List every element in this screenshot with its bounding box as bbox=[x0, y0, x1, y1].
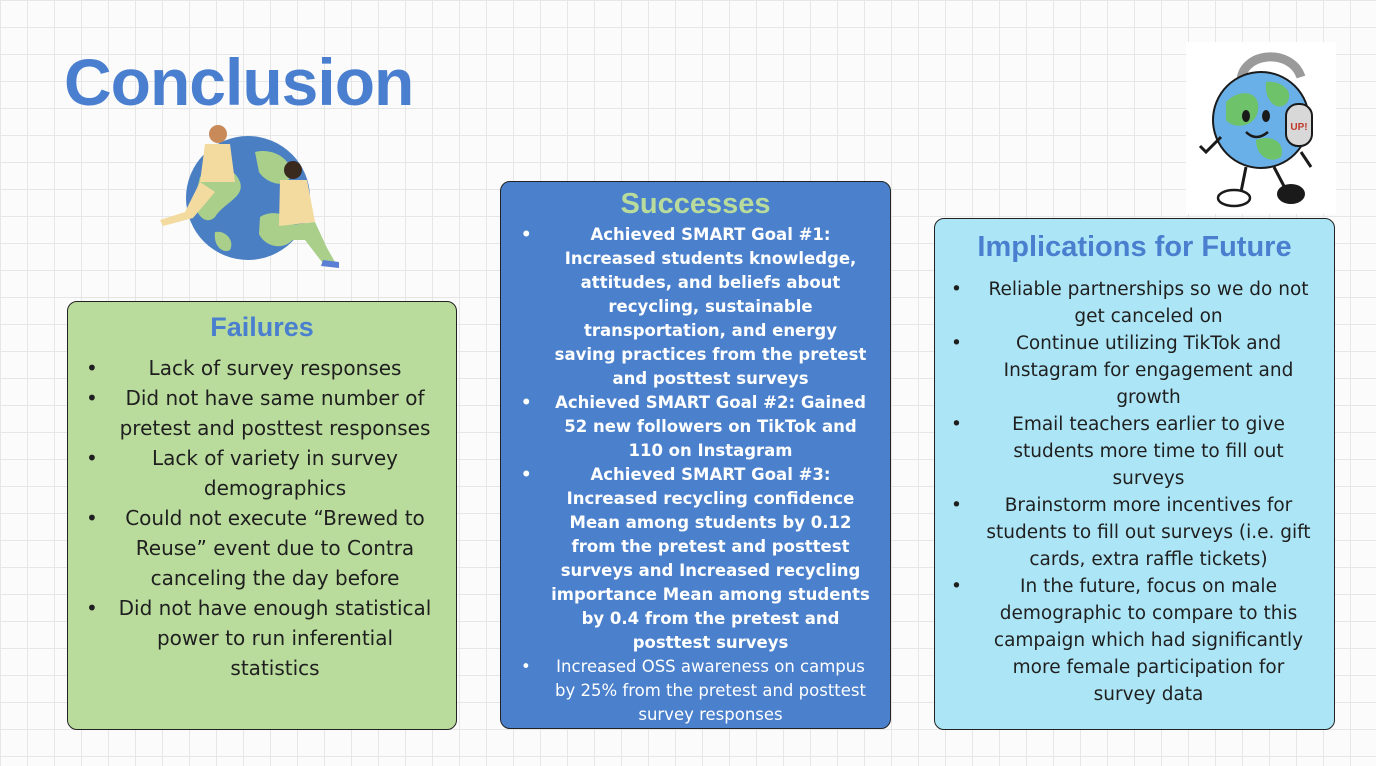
failures-heading: Failures bbox=[210, 312, 314, 342]
list-item: • Achieved SMART Goal #2: Gained 52 new followers on TikTok and 110 on Instagram bbox=[521, 391, 870, 463]
successes-heading: Successes bbox=[620, 188, 771, 220]
list-item: • Achieved SMART Goal #3: Increased recycling confidence Mean among students by 0.12 from the pretest and posttest surveys and Increased recycling importance Mean among students by 0.4 from the pretest and posttest surveys bbox=[521, 463, 870, 655]
list-item: • Brainstorm more incentives for students to fill out surveys (i.e. gift cards, extra raffle tickets) bbox=[951, 492, 1318, 573]
list-item: • Reliable partnerships so we do not get canceled on bbox=[951, 276, 1318, 330]
list-item: • Email teachers earlier to give students more time to fill out surveys bbox=[951, 411, 1318, 492]
globe-mascot-with-headphones-icon bbox=[1186, 42, 1336, 214]
list-item: • Lack of variety in survey demographics bbox=[86, 443, 438, 503]
headphone-label: UP! bbox=[1290, 122, 1308, 133]
list-item: • Increased OSS awareness on campus by 25% from the pretest and posttest survey responses bbox=[521, 655, 870, 727]
list-item: • Continue utilizing TikTok and Instagram for engagement and growth bbox=[951, 330, 1318, 411]
list-item: • In the future, focus on male demographic to compare to this campaign which had significantly more female participation for survey data bbox=[951, 573, 1318, 708]
successes-list bbox=[521, 223, 870, 727]
list-item: • Did not have enough statistical power to run inferential statistics bbox=[86, 593, 438, 683]
list-item: • Did not have same number of pretest and posttest responses bbox=[86, 383, 438, 443]
failures-card bbox=[67, 301, 457, 730]
implications-card bbox=[934, 218, 1335, 730]
globe-mascot-illustration bbox=[1186, 42, 1336, 214]
list-item: • Achieved SMART Goal #1: Increased students knowledge, attitudes, and beliefs about recycling, sustainable transportation, and energy saving practices from the pretest and posttest surveys bbox=[521, 223, 870, 391]
failures-list bbox=[86, 353, 438, 683]
implications-list bbox=[951, 276, 1318, 708]
people-hugging-globe-illustration bbox=[155, 122, 345, 270]
list-item: • Could not execute “Brewed to Reuse” event due to Contra canceling the day before bbox=[86, 503, 438, 593]
slide-title: Conclusion bbox=[64, 45, 414, 119]
successes-card bbox=[500, 181, 891, 729]
implications-heading: Implications for Future bbox=[977, 231, 1292, 263]
list-item: • Lack of survey responses bbox=[86, 353, 438, 383]
